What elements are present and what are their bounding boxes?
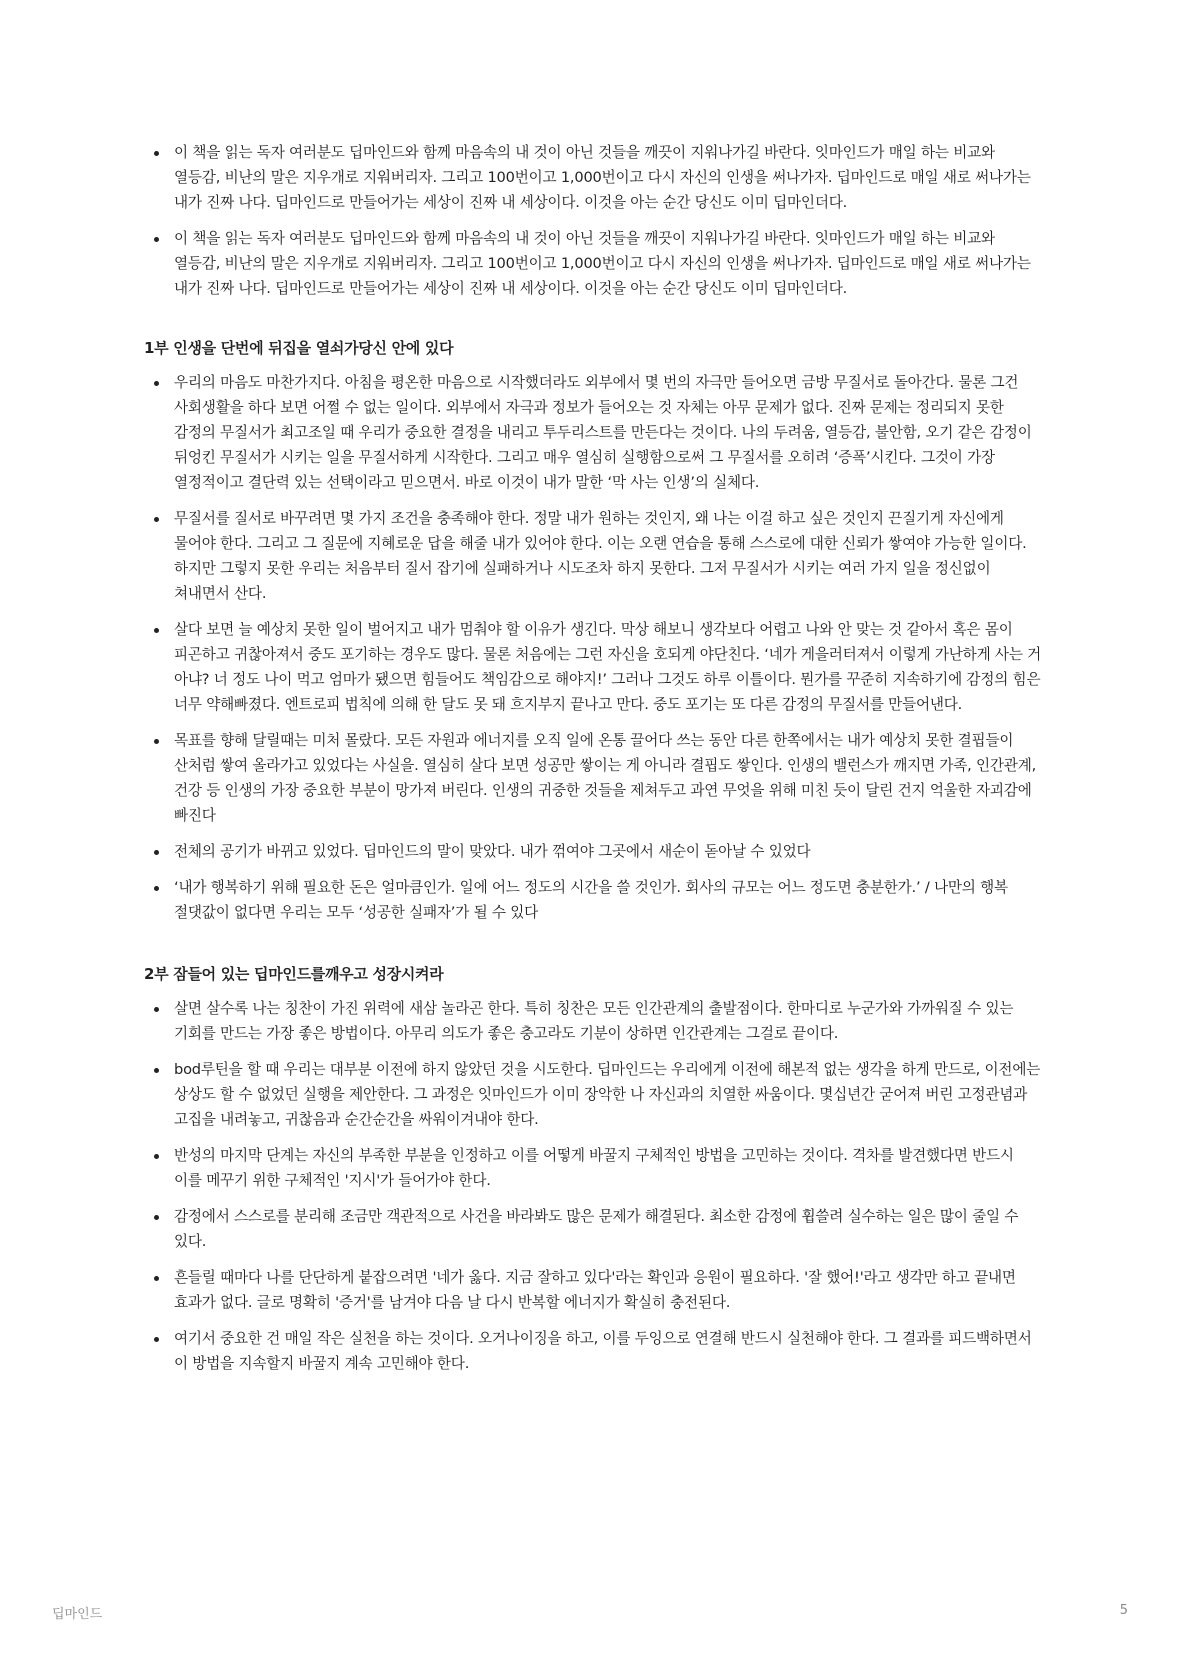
list-item: 살다 보면 늘 예상치 못한 일이 벌어지고 내가 멈춰야 할 이유가 생긴다. 막상 해보니 생각보다 어렵고 나와 안 맞는 것 같아서 혹은 몸이 피곤하고 귀찮아져서 중도 포기하는 경우도 많다. 물론 처음에는 그런 자신을 호되게 야단친다. ‘네가 게을러터져서 이렇게 가난하게 사는 거 아냐? 너 정도 나이 먹고 엄마가 됐으면 힘들어도 책임감으로 해야지!’ 그러나 그것도 하루 이틀이다. 뭔가를 꾸준히 지속하기에 감정의 힘은 너무 약해빠졌다. 엔트로피 법칙에 의해 한 달도 못 돼 흐지부지 끝나고 만다. 중도 포기는 또 다른 감정의 무질서를 만들어낸다. bbox=[144, 617, 1044, 717]
list-item: 살면 살수록 나는 칭찬이 가진 위력에 새삼 놀라곤 한다. 특히 칭찬은 모든 인간관계의 출발점이다. 한마디로 누군가와 가까워질 수 있는 기회를 만드는 가장 좋은 방법이다. 아무리 의도가 좋은 충고라도 기분이 상하면 인간관계는 그걸로 끝이다. bbox=[144, 996, 1044, 1046]
list-item: 목표를 향해 달릴때는 미처 몰랐다. 모든 자원과 에너지를 오직 일에 온통 끌어다 쓰는 동안 다른 한쪽에서는 내가 예상치 못한 결핍들이 산처럼 쌓여 올라가고 있었다는 사실을. 열심히 살다 보면 성공만 쌓이는 게 아니라 결핍도 쌓인다. 인생의 밸런스가 깨지면 가족, 인간관계, 건강 등 인생의 가장 중요한 부분이 망가져 버린다. 인생의 귀중한 것들을 제쳐두고 과연 무엇을 위해 미친 듯이 달린 건지 억울한 자괴감에 빠진다 bbox=[144, 728, 1044, 828]
section-1-heading: 1부 인생을 단번에 뒤집을 열쇠가당신 안에 있다 bbox=[144, 339, 454, 357]
list-item: 흔들릴 때마다 나를 단단하게 붙잡으려면 '네가 옳다. 지금 잘하고 있다'라는 확인과 응원이 필요하다. '잘 했어!'라고 생각만 하고 끝내면 효과가 없다. 글로 명확히 '증거'를 남겨야 다음 날 다시 반복할 에너지가 확실히 충전된다. bbox=[144, 1265, 1044, 1315]
list-item: bod루틴을 할 때 우리는 대부분 이전에 하지 않았던 것을 시도한다. 딥마인드는 우리에게 이전에 해본적 없는 생각을 하게 만드로, 이전에는 상상도 할 수 없었던 실행을 제안한다. 그 과정은 잇마인드가 이미 장악한 나 자신과의 치열한 싸움이다. 몇십년간 굳어져 버린 고정관념과 고집을 내려놓고, 귀찮음과 순간순간을 싸워이겨내야 한다. bbox=[144, 1057, 1044, 1132]
footer-title: 딥마인드 bbox=[52, 1607, 103, 1622]
list-item: 우리의 마음도 마찬가지다. 아침을 평온한 마음으로 시작했더라도 외부에서 몇 번의 자극만 들어오면 금방 무질서로 돌아간다. 물론 그건 사회생활을 하다 보면 어쩔 수 없는 일이다. 외부에서 자극과 정보가 들어오는 것 자체는 아무 문제가 없다. 진짜 문제는 정리되지 못한 감정의 무질서가 최고조일 때 우리가 중요한 결정을 내리고 투두리스트를 만든다는 것이다. 나의 두려움, 열등감, 불안함, 오기 같은 감정이 뒤엉킨 무질서가 시키는 일을 무질서하게 시작한다. 그리고 매우 열심히 실행함으로써 그 무질서를 오히려 ‘증폭’시킨다. 그것이 가장 열정적이고 결단력 있는 선택이라고 믿으면서. 바로 이것이 내가 말한 ‘막 사는 인생’의 실체다. bbox=[144, 370, 1044, 495]
list-item: 이 책을 읽는 독자 여러분도 딥마인드와 함께 마음속의 내 것이 아닌 것들을 깨끗이 지워나가길 바란다. 잇마인드가 매일 하는 비교와 열등감, 비난의 말은 지우개로 지워버리자. 그리고 100번이고 1,000번이고 다시 자신의 인생을 써나가자. 딥마인드로 매일 새로 써나가는 내가 진짜 나다. 딥마인드로 만들어가는 세상이 진짜 내 세상이다. 이것을 아는 순간 당신도 이미 딥마인더다. bbox=[144, 140, 1044, 215]
list-item: 무질서를 질서로 바꾸려면 몇 가지 조건을 충족해야 한다. 정말 내가 원하는 것인지, 왜 나는 이걸 하고 싶은 것인지 끈질기게 자신에게 물어야 한다. 그리고 그 질문에 지혜로운 답을 해줄 내가 있어야 한다. 이는 오랜 연습을 통해 스스로에 대한 신뢰가 쌓여야 가능한 일이다. 하지만 그렇지 못한 우리는 처음부터 질서 잡기에 실패하거나 시도조차 하지 못한다. 그저 무질서가 시키는 여러 가지 일을 정신없이 쳐내면서 산다. bbox=[144, 506, 1044, 606]
section-2-list bbox=[144, 996, 1044, 1376]
list-item: ‘내가 행복하기 위해 필요한 돈은 얼마큼인가. 일에 어느 정도의 시간을 쓸 것인가. 회사의 규모는 어느 정도면 충분한가.’ / 나만의 행복 절댓값이 없다면 우리는 모두 ‘성공한 실패자’가 될 수 있다 bbox=[144, 875, 1044, 925]
page-number: 5 bbox=[1119, 1603, 1128, 1618]
list-item: 감정에서 스스로를 분리해 조금만 객관적으로 사건을 바라봐도 많은 문제가 해결된다. 최소한 감정에 휩쓸려 실수하는 일은 많이 줄일 수 있다. bbox=[144, 1204, 1044, 1254]
list-item: 이 책을 읽는 독자 여러분도 딥마인드와 함께 마음속의 내 것이 아닌 것들을 깨끗이 지워나가길 바란다. 잇마인드가 매일 하는 비교와 열등감, 비난의 말은 지우개로 지워버리자. 그리고 100번이고 1,000번이고 다시 자신의 인생을 써나가자. 딥마인드로 매일 새로 써나가는 내가 진짜 나다. 딥마인드로 만들어가는 세상이 진짜 내 세상이다. 이것을 아는 순간 당신도 이미 딥마인더다. bbox=[144, 226, 1044, 301]
list-item: 전체의 공기가 바뀌고 있었다. 딥마인드의 말이 맞았다. 내가 꺾여야 그곳에서 새순이 돋아날 수 있었다 bbox=[144, 839, 1044, 864]
section-1-list bbox=[144, 370, 1044, 925]
list-item: 여기서 중요한 건 매일 작은 실천을 하는 것이다. 오거나이징을 하고, 이를 두잉으로 연결해 반드시 실천해야 한다. 그 결과를 피드백하면서 이 방법을 지속할지 바꿀지 계속 고민해야 한다. bbox=[144, 1326, 1044, 1376]
intro-list bbox=[144, 140, 1044, 301]
page-content bbox=[144, 140, 1044, 1387]
section-2-heading: 2부 잠들어 있는 딥마인드를깨우고 성장시켜라 bbox=[144, 965, 444, 983]
list-item: 반성의 마지막 단계는 자신의 부족한 부분을 인정하고 이를 어떻게 바꿀지 구체적인 방법을 고민하는 것이다. 격차를 발견했다면 반드시 이를 메꾸기 위한 구체적인 '지시'가 들어가야 한다. bbox=[144, 1143, 1044, 1193]
